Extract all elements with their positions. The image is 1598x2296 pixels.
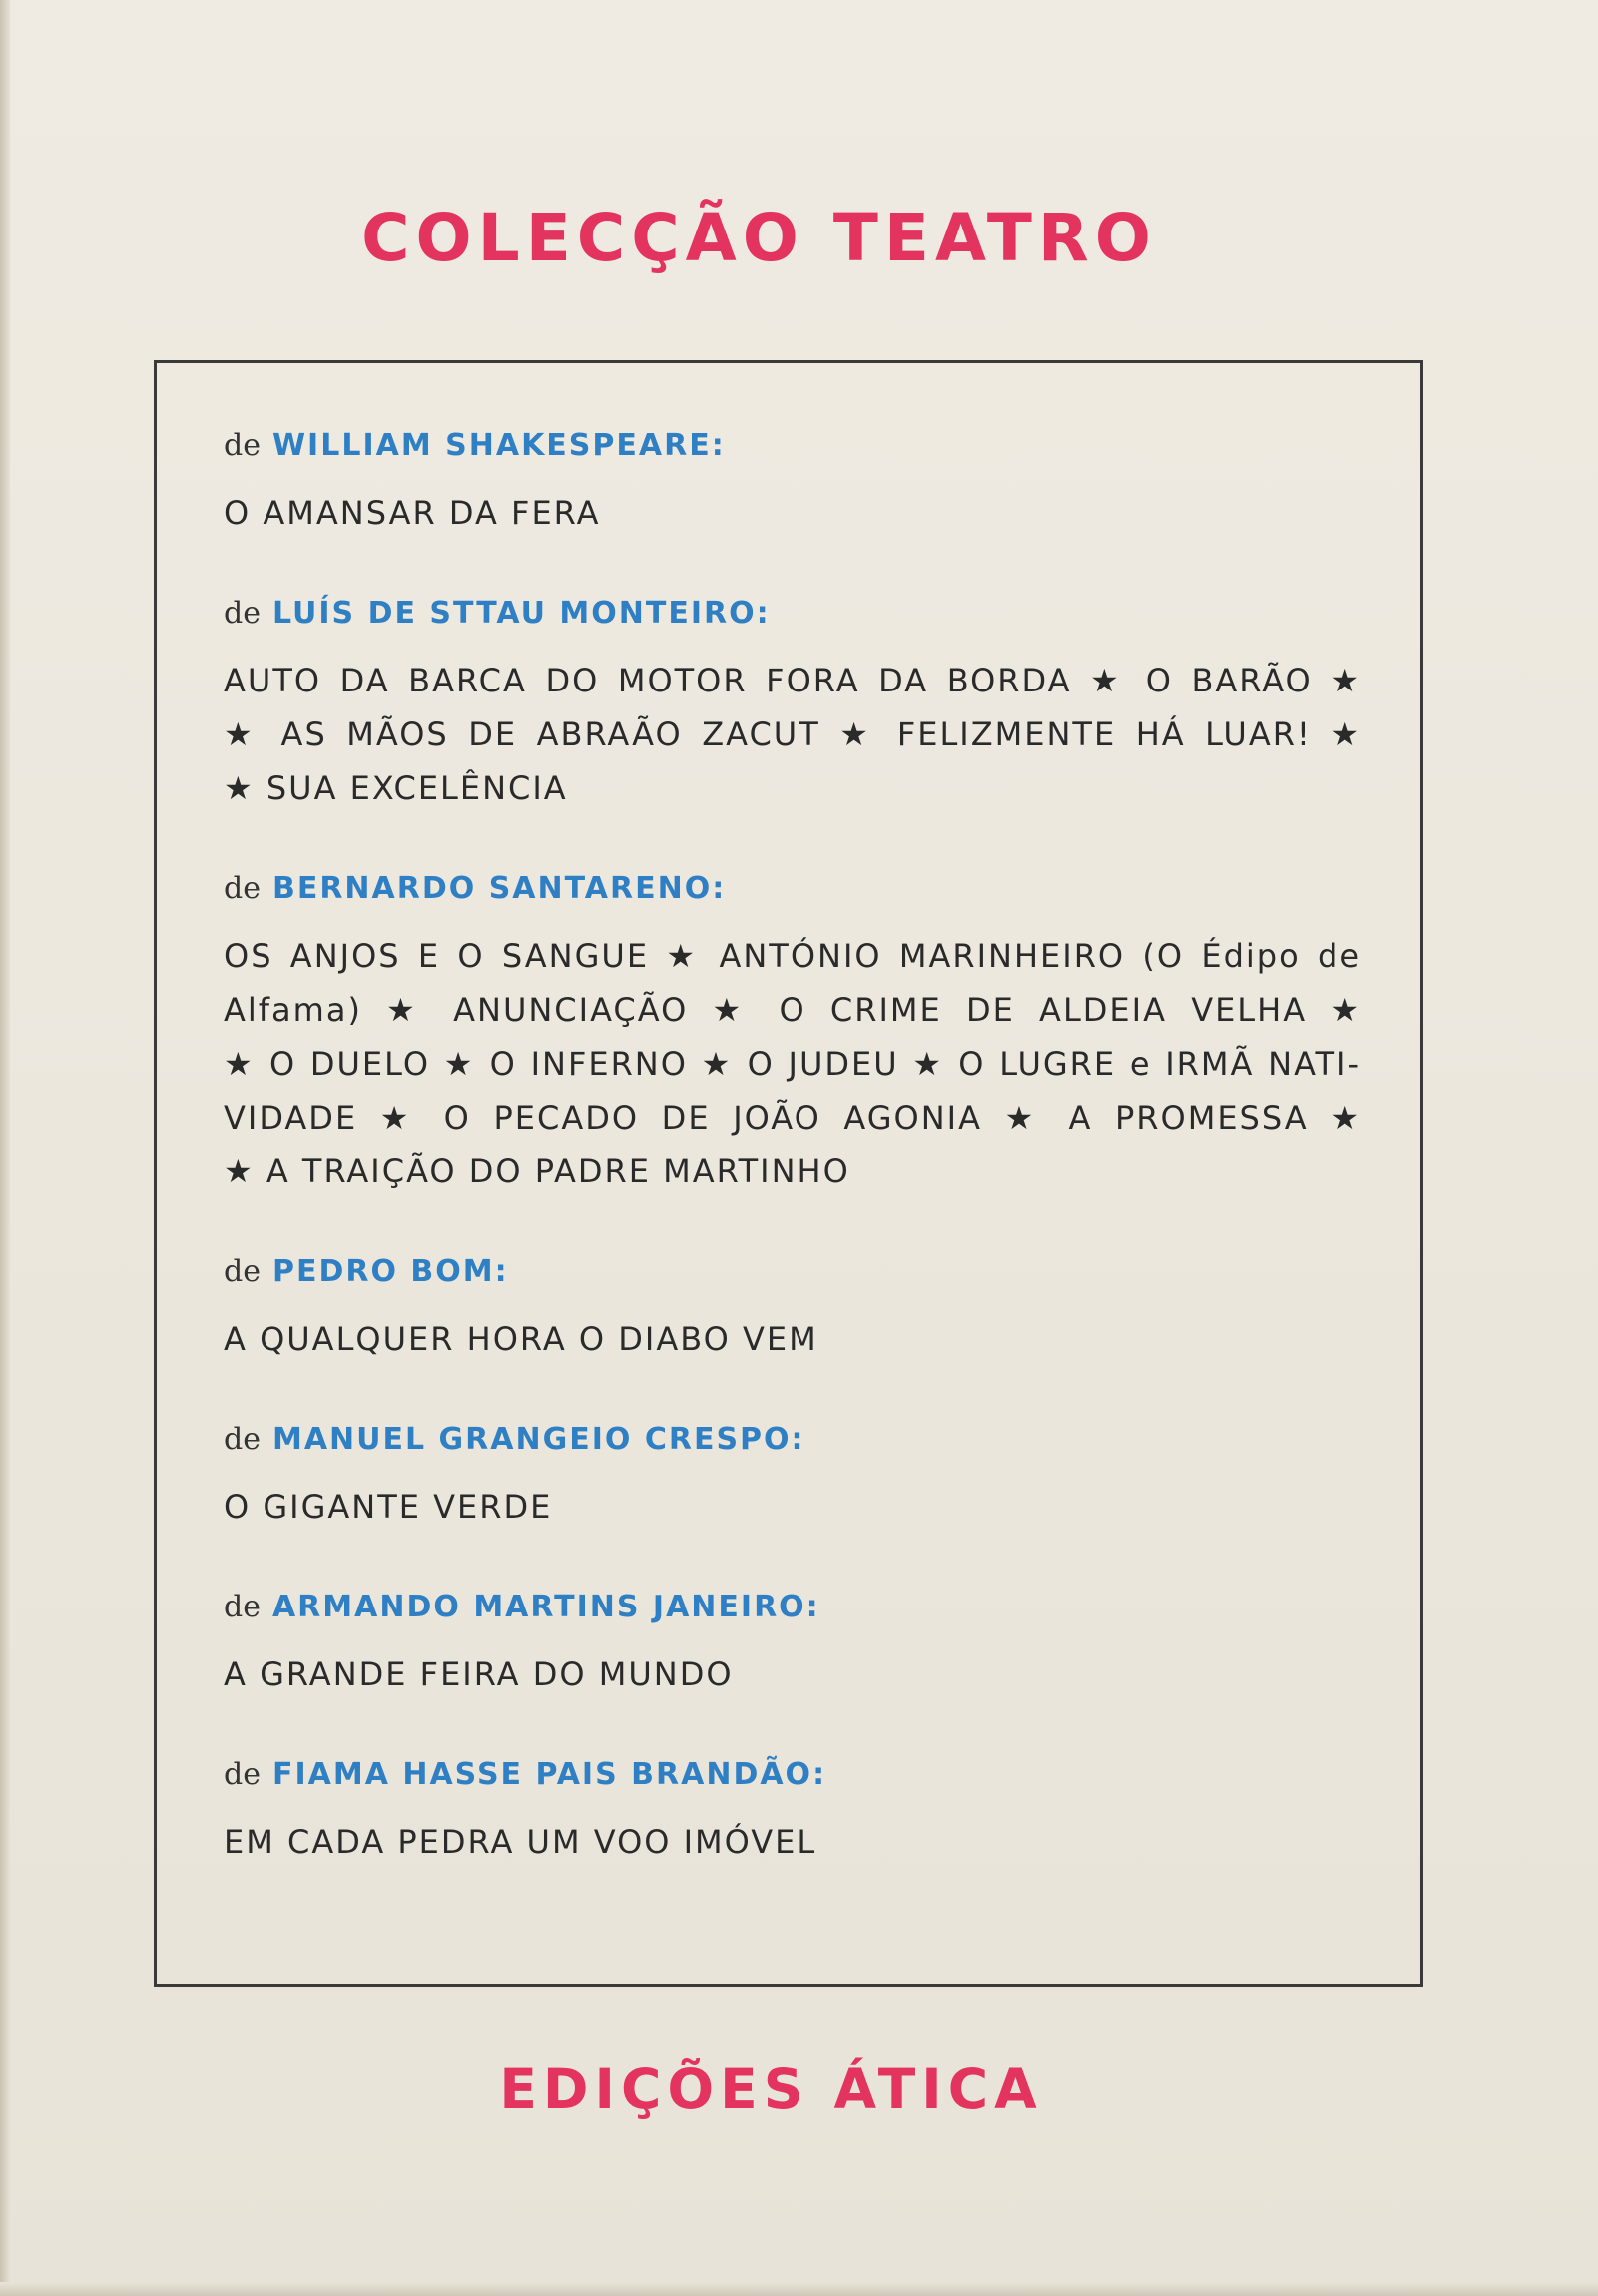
author-line xyxy=(224,867,1361,911)
collection-title: COLECÇÃO TEATRO xyxy=(361,200,1157,276)
author-name: BERNARDO SANTARENO: xyxy=(271,871,727,906)
catalog-entry-martins-janeiro xyxy=(224,1586,1361,1701)
catalog-entry-sttau-monteiro xyxy=(224,592,1361,815)
page-edge-bottom xyxy=(0,2282,1598,2296)
de-label: de xyxy=(224,596,261,631)
works-list xyxy=(224,1480,1361,1534)
work-line: AUTO DA BARCA DO MOTOR FORA DA BORDA ★ O BARÃO ★ xyxy=(224,662,1361,699)
de-label: de xyxy=(224,871,261,906)
work-line: ★ SUA EXCELÊNCIA xyxy=(224,769,568,807)
works-list xyxy=(224,929,1361,1198)
author-line xyxy=(224,592,1361,636)
work-line: ★ A TRAIÇÃO DO PADRE MARTINHO xyxy=(224,1152,850,1190)
works-list xyxy=(224,1815,1361,1869)
catalog-list xyxy=(224,424,1361,1869)
works-list xyxy=(224,1647,1361,1701)
author-name: PEDRO BOM: xyxy=(271,1254,509,1289)
publisher-name: EDIÇÕES ÁTICA xyxy=(499,2058,1043,2121)
work-line: VIDADE ★ O PECADO DE JOÃO AGONIA ★ A PROMESSA ★ xyxy=(224,1099,1361,1137)
catalog-entry-santareno xyxy=(224,867,1361,1198)
works-list xyxy=(224,1312,1361,1366)
work-line: O GIGANTE VERDE xyxy=(224,1488,553,1526)
work-line: O AMANSAR DA FERA xyxy=(224,494,601,532)
works-list xyxy=(224,486,1361,540)
author-name: MANUEL GRANGEIO CRESPO: xyxy=(271,1422,805,1457)
de-label: de xyxy=(224,1590,261,1624)
work-line: Alfama) ★ ANUNCIAÇÃO ★ O CRIME DE ALDEIA VELHA ★ xyxy=(224,991,1361,1029)
work-line: ★ AS MÃOS DE ABRAÃO ZACUT ★ FELIZMENTE HÁ LUAR! ★ xyxy=(224,715,1361,753)
de-label: de xyxy=(224,1254,261,1289)
work-line: A QUALQUER HORA O DIABO VEM xyxy=(224,1320,818,1358)
catalog-entry-hasse-pais-brandao xyxy=(224,1753,1361,1869)
catalog-entry-grangeio-crespo xyxy=(224,1418,1361,1534)
author-name: WILLIAM SHAKESPEARE: xyxy=(271,428,726,463)
author-name: ARMANDO MARTINS JANEIRO: xyxy=(271,1590,820,1624)
works-list xyxy=(224,654,1361,815)
author-line xyxy=(224,424,1361,468)
catalog-entry-shakespeare xyxy=(224,424,1361,540)
de-label: de xyxy=(224,428,261,463)
catalog-entry-pedro-bom xyxy=(224,1250,1361,1366)
work-line: ★ O DUELO ★ O INFERNO ★ O JUDEU ★ O LUGRE e IRMÃ NATI- xyxy=(224,1045,1361,1083)
author-line xyxy=(224,1586,1361,1629)
page-edge-left xyxy=(0,0,10,2296)
author-line xyxy=(224,1418,1361,1462)
de-label: de xyxy=(224,1422,261,1457)
work-line: OS ANJOS E O SANGUE ★ ANTÓNIO MARINHEIRO (O Édipo de xyxy=(224,937,1361,975)
author-line xyxy=(224,1250,1361,1294)
author-name: LUÍS DE STTAU MONTEIRO: xyxy=(271,596,771,631)
author-line xyxy=(224,1753,1361,1797)
work-line: A GRANDE FEIRA DO MUNDO xyxy=(224,1655,734,1693)
author-name: FIAMA HASSE PAIS BRANDÃO: xyxy=(271,1757,827,1792)
work-line: EM CADA PEDRA UM VOO IMÓVEL xyxy=(224,1823,817,1861)
de-label: de xyxy=(224,1757,261,1792)
